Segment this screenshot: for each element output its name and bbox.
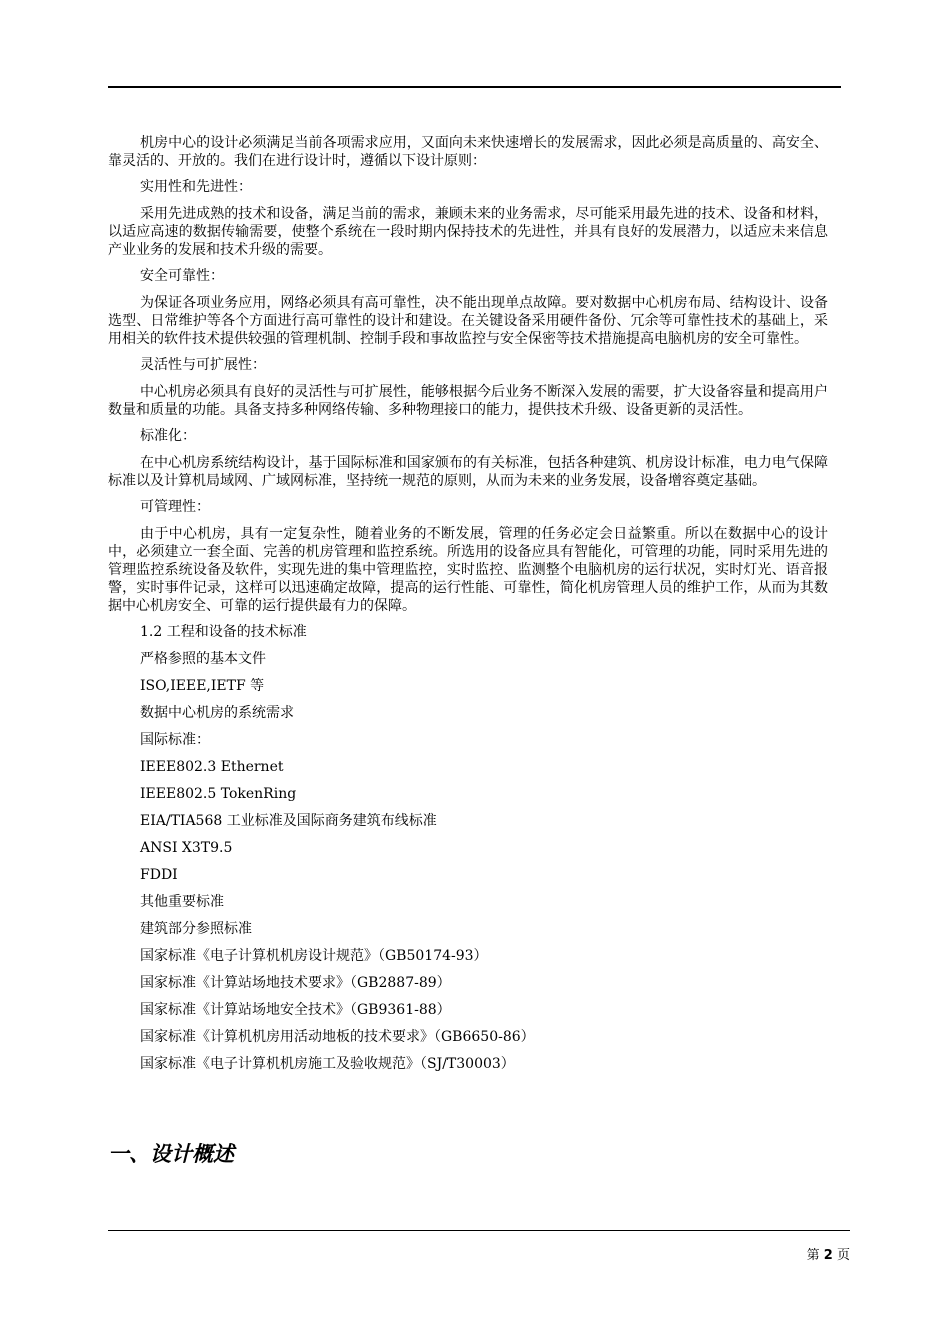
list-item: EIA/TIA568 工业标准及国际商务建筑布线标准 [140,813,437,829]
intro-paragraph: 机房中心的设计必须满足当前各项需求应用，又面向未来快速增长的发展需求，因此必须是高质量的、高安全、靠灵活的、开放的。我们在进行设计时，遵循以下设计原则： [108,135,828,169]
list-item: 1.2 工程和设备的技术标准 [140,624,307,640]
principle-heading-standardization: 标准化： [140,428,196,444]
principle-text-manageability: 由于中心机房，具有一定复杂性，随着业务的不断发展，管理的任务必定会日益繁重。所以在数据中心的设计中，必须建立一套全面、完善的机房管理和监控系统。所选用的设备应具有智能化，可管理的功能，同时采用先进的管理监控系统设备及软件，实现先进的集中管理监控，实时监控、监测整个电脑机房的运行状况，实时灯光、语音报警，实时事件记录，这样可以迅速确定故障，提高的运行性能、可靠性，简化机房管理人员的维护工作，从而为其数据中心机房安全、可靠的运行提供最有力的保障。 [108,526,828,614]
list-item: 国家标准《电子计算机机房设计规范》（GB50174-93） [140,948,488,964]
page-number-value: 2 [823,1248,833,1263]
list-item: 国家标准《电子计算机机房施工及验收规范》（SJ/T30003） [140,1056,515,1072]
principle-text-reliability: 为保证各项业务应用，网络必须具有高可靠性，决不能出现单点故障。要对数据中心机房布局、结构设计、设备选型、日常维护等各个方面进行高可靠性的设计和建设。在关键设备采用硬件备份、冗余等可靠性技术的基础上，采用相关的软件技术提供较强的管理机制、控制手段和事故监控与安全保密等技术措施提高电脑机房的安全可靠性。 [108,295,828,347]
list-item: IEEE802.3 Ethernet [140,759,284,775]
section-heading: 一、设计概述 [108,1142,234,1166]
list-item: 国际标准： [140,732,210,748]
page-number [807,1244,850,1263]
principle-heading-flexibility: 灵活性与可扩展性： [140,357,266,373]
list-item: 数据中心机房的系统需求 [140,705,294,721]
list-item: ISO,IEEE,IETF 等 [140,678,265,694]
standards-list [108,623,828,1073]
principle-heading-reliability: 安全可靠性： [140,268,224,284]
list-item: 其他重要标准 [140,894,224,910]
list-item: 建筑部分参照标准 [140,921,252,937]
list-item: 严格参照的基本文件 [140,651,266,667]
principle-text-flexibility: 中心机房必须具有良好的灵活性与可扩展性，能够根据今后业务不断深入发展的需要，扩大设备容量和提高用户数量和质量的功能。具备支持多种网络传输、多种物理接口的能力，提供技术升级、设备更新的灵活性。 [108,384,828,418]
footer-rule [108,1230,850,1231]
principle-heading-manageability: 可管理性： [140,499,210,515]
document-body [108,134,828,1082]
list-item: FDDI [140,867,178,883]
list-item: 国家标准《计算站场地技术要求》（GB2887-89） [140,975,451,991]
list-item: IEEE802.5 TokenRing [140,786,297,802]
header-rule [108,86,841,88]
page-number-suffix: 页 [836,1248,850,1263]
list-item: 国家标准《计算机机房用活动地板的技术要求》（GB6650-86） [140,1029,535,1045]
principle-heading-practicality: 实用性和先进性： [140,179,252,195]
principle-text-practicality: 采用先进成熟的技术和设备，满足当前的需求，兼顾未来的业务需求，尽可能采用最先进的技术、设备和材料，以适应高速的数据传输需要，使整个系统在一段时期内保持技术的先进性，并具有良好的发展潜力，以适应未来信息产业业务的发展和技术升级的需要。 [108,206,828,258]
list-item: 国家标准《计算站场地安全技术》（GB9361-88） [140,1002,451,1018]
list-item: ANSI X3T9.5 [140,840,233,856]
page-number-prefix: 第 [806,1248,820,1263]
principle-text-standardization: 在中心机房系统结构设计，基于国际标准和国家颁布的有关标准，包括各种建筑、机房设计标准，电力电气保障标准以及计算机局域网、广域网标准，坚持统一规范的原则，从而为未来的业务发展，设备增容奠定基础。 [108,455,828,489]
